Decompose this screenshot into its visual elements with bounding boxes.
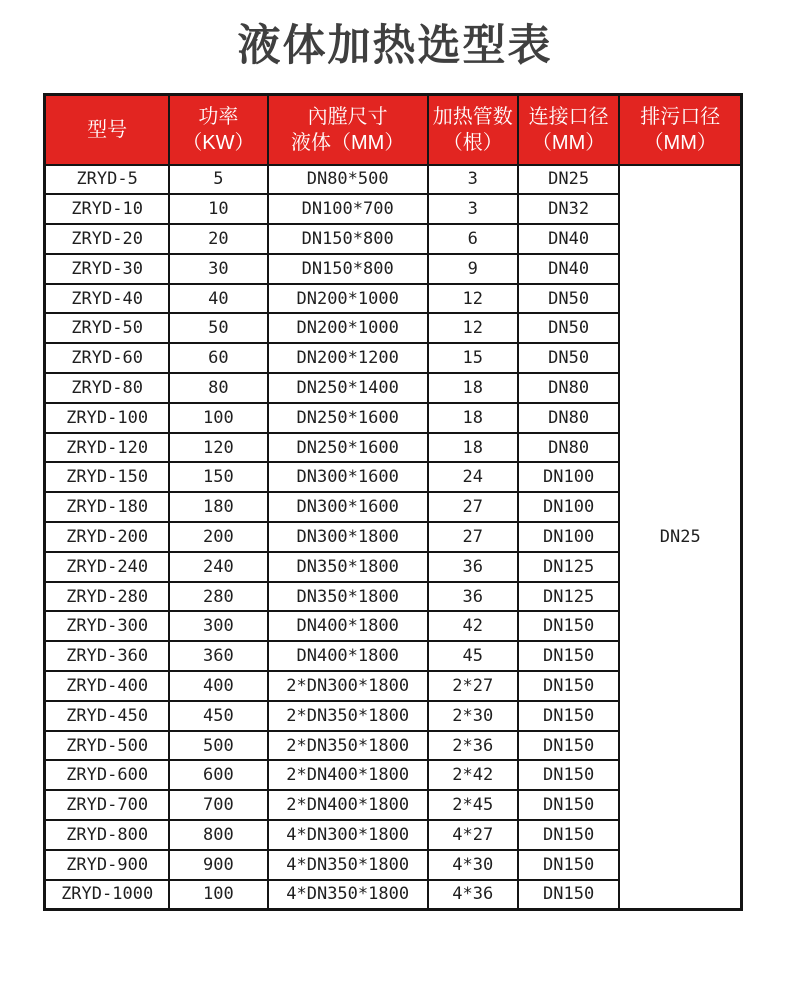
cell-tube-count: 2*45 bbox=[428, 790, 518, 820]
cell-connection-diameter: DN50 bbox=[518, 343, 620, 373]
cell-inner-size: 4*DN300*1800 bbox=[268, 820, 428, 850]
header-line: （MM） bbox=[643, 131, 717, 154]
cell-power-kw: 400 bbox=[169, 671, 267, 701]
cell-inner-size: DN80*500 bbox=[268, 165, 428, 195]
cell-model: ZRYD-20 bbox=[45, 224, 170, 254]
cell-model: ZRYD-150 bbox=[45, 462, 170, 492]
cell-inner-size: 2*DN400*1800 bbox=[268, 760, 428, 790]
cell-tube-count: 2*30 bbox=[428, 701, 518, 731]
cell-model: ZRYD-1000 bbox=[45, 880, 170, 910]
cell-power-kw: 50 bbox=[169, 313, 267, 343]
cell-power-kw: 200 bbox=[169, 522, 267, 552]
cell-connection-diameter: DN125 bbox=[518, 582, 620, 612]
cell-connection-diameter: DN100 bbox=[518, 522, 620, 552]
cell-power-kw: 360 bbox=[169, 641, 267, 671]
cell-model: ZRYD-120 bbox=[45, 433, 170, 463]
cell-drain-diameter-merged: DN25 bbox=[619, 165, 741, 910]
column-header-tube-count bbox=[428, 95, 518, 165]
cell-inner-size: DN400*1800 bbox=[268, 641, 428, 671]
cell-inner-size: DN250*1400 bbox=[268, 373, 428, 403]
table-body bbox=[45, 165, 742, 910]
cell-model: ZRYD-50 bbox=[45, 313, 170, 343]
cell-tube-count: 2*36 bbox=[428, 731, 518, 761]
cell-power-kw: 280 bbox=[169, 582, 267, 612]
cell-tube-count: 15 bbox=[428, 343, 518, 373]
cell-power-kw: 600 bbox=[169, 760, 267, 790]
column-header-model bbox=[45, 95, 170, 165]
cell-power-kw: 240 bbox=[169, 552, 267, 582]
header-line: 排污口径 bbox=[640, 105, 721, 128]
cell-connection-diameter: DN80 bbox=[518, 403, 620, 433]
cell-connection-diameter: DN125 bbox=[518, 552, 620, 582]
cell-tube-count: 18 bbox=[428, 433, 518, 463]
cell-connection-diameter: DN150 bbox=[518, 611, 620, 641]
cell-connection-diameter: DN150 bbox=[518, 760, 620, 790]
cell-model: ZRYD-500 bbox=[45, 731, 170, 761]
cell-model: ZRYD-60 bbox=[45, 343, 170, 373]
cell-model: ZRYD-240 bbox=[45, 552, 170, 582]
table-row bbox=[45, 165, 742, 195]
cell-model: ZRYD-180 bbox=[45, 492, 170, 522]
cell-inner-size: DN100*700 bbox=[268, 194, 428, 224]
cell-connection-diameter: DN80 bbox=[518, 373, 620, 403]
cell-inner-size: 4*DN350*1800 bbox=[268, 850, 428, 880]
cell-connection-diameter: DN150 bbox=[518, 880, 620, 910]
cell-tube-count: 3 bbox=[428, 165, 518, 195]
cell-connection-diameter: DN50 bbox=[518, 284, 620, 314]
cell-tube-count: 2*27 bbox=[428, 671, 518, 701]
cell-model: ZRYD-450 bbox=[45, 701, 170, 731]
header-line: 功率 bbox=[198, 105, 239, 128]
cell-model: ZRYD-40 bbox=[45, 284, 170, 314]
column-header-connection-diameter bbox=[518, 95, 620, 165]
header-line: 连接口径 bbox=[528, 105, 609, 128]
cell-inner-size: DN300*1600 bbox=[268, 462, 428, 492]
cell-model: ZRYD-900 bbox=[45, 850, 170, 880]
cell-connection-diameter: DN150 bbox=[518, 850, 620, 880]
cell-model: ZRYD-10 bbox=[45, 194, 170, 224]
cell-inner-size: DN300*1600 bbox=[268, 492, 428, 522]
cell-connection-diameter: DN32 bbox=[518, 194, 620, 224]
cell-power-kw: 900 bbox=[169, 850, 267, 880]
cell-tube-count: 36 bbox=[428, 582, 518, 612]
column-header-inner-size bbox=[268, 95, 428, 165]
cell-model: ZRYD-80 bbox=[45, 373, 170, 403]
cell-inner-size: DN400*1800 bbox=[268, 611, 428, 641]
cell-model: ZRYD-360 bbox=[45, 641, 170, 671]
page-title: 液体加热选型表 bbox=[237, 22, 553, 70]
cell-tube-count: 42 bbox=[428, 611, 518, 641]
cell-inner-size: DN350*1800 bbox=[268, 582, 428, 612]
cell-tube-count: 6 bbox=[428, 224, 518, 254]
cell-power-kw: 120 bbox=[169, 433, 267, 463]
cell-tube-count: 27 bbox=[428, 492, 518, 522]
cell-inner-size: 2*DN350*1800 bbox=[268, 731, 428, 761]
cell-model: ZRYD-200 bbox=[45, 522, 170, 552]
cell-power-kw: 30 bbox=[169, 254, 267, 284]
cell-power-kw: 180 bbox=[169, 492, 267, 522]
cell-model: ZRYD-30 bbox=[45, 254, 170, 284]
cell-tube-count: 27 bbox=[428, 522, 518, 552]
cell-connection-diameter: DN80 bbox=[518, 433, 620, 463]
header-line: （MM） bbox=[531, 131, 606, 154]
cell-connection-diameter: DN40 bbox=[518, 224, 620, 254]
cell-tube-count: 36 bbox=[428, 552, 518, 582]
cell-connection-diameter: DN150 bbox=[518, 731, 620, 761]
cell-power-kw: 800 bbox=[169, 820, 267, 850]
cell-inner-size: DN150*800 bbox=[268, 224, 428, 254]
cell-tube-count: 4*30 bbox=[428, 850, 518, 880]
cell-tube-count: 4*36 bbox=[428, 880, 518, 910]
cell-model: ZRYD-300 bbox=[45, 611, 170, 641]
cell-inner-size: DN250*1600 bbox=[268, 433, 428, 463]
header-line: 加热管数 bbox=[432, 105, 513, 128]
cell-model: ZRYD-280 bbox=[45, 582, 170, 612]
cell-tube-count: 12 bbox=[428, 313, 518, 343]
cell-inner-size: DN300*1800 bbox=[268, 522, 428, 552]
cell-power-kw: 100 bbox=[169, 403, 267, 433]
cell-power-kw: 10 bbox=[169, 194, 267, 224]
cell-inner-size: DN200*1000 bbox=[268, 313, 428, 343]
cell-power-kw: 300 bbox=[169, 611, 267, 641]
cell-model: ZRYD-800 bbox=[45, 820, 170, 850]
cell-tube-count: 24 bbox=[428, 462, 518, 492]
cell-connection-diameter: DN150 bbox=[518, 820, 620, 850]
header-line: 型号 bbox=[87, 118, 128, 141]
header-line: （KW） bbox=[182, 131, 255, 154]
cell-inner-size: DN200*1200 bbox=[268, 343, 428, 373]
cell-power-kw: 150 bbox=[169, 462, 267, 492]
header-line: 內膛尺寸 bbox=[307, 105, 388, 128]
cell-inner-size: DN250*1600 bbox=[268, 403, 428, 433]
cell-connection-diameter: DN150 bbox=[518, 701, 620, 731]
cell-power-kw: 100 bbox=[169, 880, 267, 910]
cell-tube-count: 18 bbox=[428, 403, 518, 433]
cell-tube-count: 9 bbox=[428, 254, 518, 284]
cell-model: ZRYD-100 bbox=[45, 403, 170, 433]
cell-connection-diameter: DN25 bbox=[518, 165, 620, 195]
cell-tube-count: 12 bbox=[428, 284, 518, 314]
cell-connection-diameter: DN150 bbox=[518, 641, 620, 671]
cell-power-kw: 700 bbox=[169, 790, 267, 820]
cell-connection-diameter: DN100 bbox=[518, 462, 620, 492]
cell-tube-count: 3 bbox=[428, 194, 518, 224]
heating-selection-table bbox=[43, 93, 743, 911]
cell-power-kw: 20 bbox=[169, 224, 267, 254]
cell-power-kw: 5 bbox=[169, 165, 267, 195]
cell-inner-size: DN150*800 bbox=[268, 254, 428, 284]
cell-connection-diameter: DN50 bbox=[518, 313, 620, 343]
cell-inner-size: 4*DN350*1800 bbox=[268, 880, 428, 910]
cell-model: ZRYD-600 bbox=[45, 760, 170, 790]
column-header-power bbox=[169, 95, 267, 165]
header-line: 液体（MM） bbox=[291, 131, 405, 154]
cell-inner-size: DN350*1800 bbox=[268, 552, 428, 582]
table-header-row bbox=[45, 95, 742, 165]
cell-tube-count: 4*27 bbox=[428, 820, 518, 850]
cell-inner-size: 2*DN300*1800 bbox=[268, 671, 428, 701]
cell-connection-diameter: DN100 bbox=[518, 492, 620, 522]
cell-model: ZRYD-400 bbox=[45, 671, 170, 701]
cell-connection-diameter: DN150 bbox=[518, 790, 620, 820]
cell-connection-diameter: DN150 bbox=[518, 671, 620, 701]
cell-tube-count: 2*42 bbox=[428, 760, 518, 790]
cell-inner-size: 2*DN400*1800 bbox=[268, 790, 428, 820]
cell-inner-size: DN200*1000 bbox=[268, 284, 428, 314]
cell-tube-count: 18 bbox=[428, 373, 518, 403]
cell-connection-diameter: DN40 bbox=[518, 254, 620, 284]
cell-power-kw: 80 bbox=[169, 373, 267, 403]
cell-power-kw: 450 bbox=[169, 701, 267, 731]
cell-inner-size: 2*DN350*1800 bbox=[268, 701, 428, 731]
cell-model: ZRYD-5 bbox=[45, 165, 170, 195]
cell-power-kw: 60 bbox=[169, 343, 267, 373]
cell-model: ZRYD-700 bbox=[45, 790, 170, 820]
column-header-drain-diameter bbox=[619, 95, 741, 165]
cell-tube-count: 45 bbox=[428, 641, 518, 671]
header-line: （根） bbox=[442, 131, 503, 154]
cell-power-kw: 500 bbox=[169, 731, 267, 761]
cell-power-kw: 40 bbox=[169, 284, 267, 314]
